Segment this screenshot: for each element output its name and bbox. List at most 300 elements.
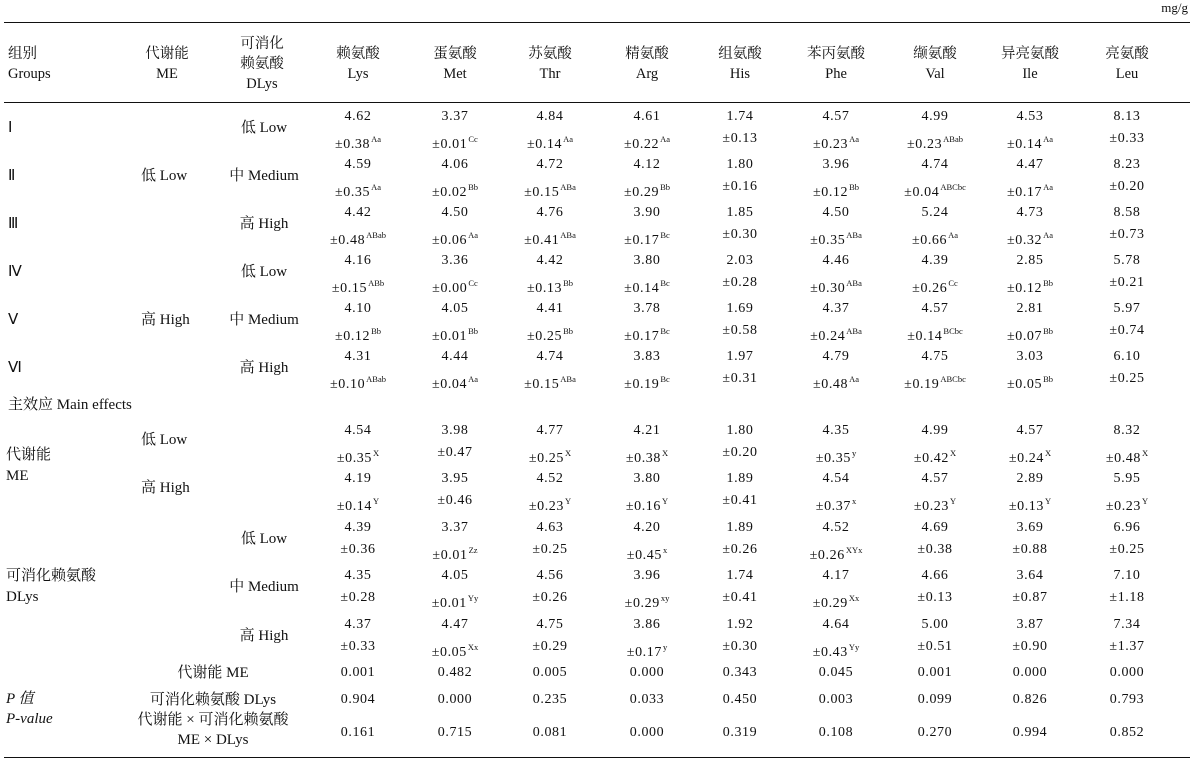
cell-significance: XYx [845, 545, 863, 555]
cell-significance: Aa [660, 134, 671, 144]
cell-mean: 4.56 [536, 568, 564, 583]
cell-mean: 4.99 [921, 423, 949, 438]
table-cell [597, 106, 697, 156]
cell-mean: 4.44 [441, 349, 469, 364]
cell-mean: 4.20 [633, 520, 661, 535]
cell-mean: 4.06 [441, 157, 469, 172]
cell-sd: ±0.13 [722, 131, 758, 146]
cell-sd: ±0.26 [532, 590, 568, 605]
table-cell [885, 565, 985, 609]
table-cell [500, 468, 600, 518]
table-cell [786, 614, 886, 664]
table-cell [1077, 517, 1177, 561]
main-dlys-label [6, 566, 96, 608]
cell-sd: ±0.13 [917, 590, 953, 605]
cell-significance: Aa [563, 134, 574, 144]
table-cell [500, 420, 600, 470]
cell-mean: 4.73 [1016, 205, 1044, 220]
column-header-cn: 赖氨酸 [336, 46, 380, 62]
table-cell [690, 346, 790, 390]
pvalue-row-label [128, 663, 298, 683]
group-id: Ⅵ [8, 360, 22, 376]
cell-significance: Aa [468, 230, 479, 240]
cell-significance: Bb [563, 278, 574, 288]
cell-sd: $\pm 0.23^{ABab}$ [906, 134, 964, 152]
cell-significance: Aa [371, 182, 382, 192]
table-cell [690, 106, 790, 150]
table-cell [405, 517, 505, 567]
pvalue-cell: 0.000 [437, 692, 473, 707]
cell-sd: $\pm 0.23^{Aa}$ [812, 134, 860, 152]
table-cell [597, 517, 697, 567]
table-cell [405, 298, 505, 348]
cell-sd: $\pm 0.01^{Yy}$ [431, 593, 479, 611]
cell-mean: 4.05 [441, 568, 469, 583]
cell-sd: $\pm 0.25^{Bb}$ [526, 326, 574, 344]
cell-mean: 4.57 [921, 471, 949, 486]
cell-significance: Bb [849, 182, 860, 192]
table-cell [690, 517, 790, 561]
cell-sd: $\pm 0.23^Y$ [913, 496, 957, 514]
cell-significance: Y [565, 496, 572, 506]
table-cell [786, 154, 886, 204]
top-rule [4, 22, 1190, 23]
cell-mean: 5.00 [921, 617, 949, 632]
table-cell [980, 106, 1080, 156]
cell-mean: 3.87 [1016, 617, 1044, 632]
group-id: Ⅳ [8, 264, 22, 280]
table-cell [1077, 298, 1177, 342]
cell-mean: 5.95 [1113, 471, 1141, 486]
header-group-cn: 组别 [8, 46, 37, 62]
header-dlys-cn2: 赖氨酸 [240, 56, 284, 72]
table-cell [690, 565, 790, 609]
cell-significance: xy [660, 593, 670, 603]
cell-sd: $\pm 0.17^{Bc}$ [624, 230, 670, 248]
cell-mean: 3.86 [633, 617, 661, 632]
table-cell [980, 154, 1080, 204]
cell-mean: 4.74 [536, 349, 564, 364]
table-cell [690, 154, 790, 198]
cell-sd: $\pm 0.22^{Aa}$ [623, 134, 671, 152]
table-cell [786, 346, 886, 396]
table-cell [1077, 565, 1177, 609]
cell-mean: 6.10 [1113, 349, 1141, 364]
table-cell [1077, 420, 1177, 470]
header-me [140, 44, 194, 84]
table-cell [690, 614, 790, 658]
cell-sd: $\pm 0.48^{ABab}$ [329, 230, 387, 248]
header-me-en: ME [156, 66, 178, 82]
cell-sd: ±0.33 [1109, 131, 1145, 146]
cell-sd: $\pm 0.38^{Aa}$ [334, 134, 382, 152]
cell-sd: $\pm 0.15^{ABb}$ [331, 278, 385, 296]
table-cell [308, 517, 408, 561]
cell-mean: 5.78 [1113, 253, 1141, 268]
cell-mean: 4.05 [441, 301, 469, 316]
cell-sd: $\pm 0.48^{Aa}$ [812, 374, 860, 392]
cell-mean: 4.75 [921, 349, 949, 364]
cell-significance: ABb [368, 278, 385, 288]
table-cell [500, 565, 600, 609]
table-cell [980, 202, 1080, 252]
cell-mean: 1.74 [726, 568, 754, 583]
cell-sd: ±0.51 [917, 639, 953, 654]
column-header-en: Ile [1022, 66, 1038, 82]
cell-significance: Bb [1043, 278, 1054, 288]
cell-sd: ±0.28 [722, 275, 758, 290]
cell-sd: ±1.37 [1109, 639, 1145, 654]
cell-sd: $\pm 0.14^{Aa}$ [526, 134, 574, 152]
cell-mean: 1.80 [726, 423, 754, 438]
column-header-cn: 异亮氨酸 [1001, 46, 1059, 62]
cell-significance: Y [950, 496, 957, 506]
table-cell [1077, 346, 1177, 390]
table-cell [1077, 154, 1177, 198]
me-low-label: 低 Low [141, 168, 188, 184]
cell-significance: Bc [660, 374, 670, 384]
cell-significance: X [565, 448, 572, 458]
cell-significance: Bb [371, 326, 382, 336]
table-cell [500, 202, 600, 252]
column-header [597, 44, 697, 84]
cell-mean: 4.10 [344, 301, 372, 316]
cell-mean: 7.10 [1113, 568, 1141, 583]
table-cell [405, 346, 505, 396]
table-cell [597, 250, 697, 300]
cell-mean: 8.23 [1113, 157, 1141, 172]
pvalue-cell: 0.161 [340, 725, 376, 740]
cell-significance: Bb [660, 182, 671, 192]
cell-mean: 4.37 [822, 301, 850, 316]
cell-sd: $\pm 0.16^Y$ [625, 496, 669, 514]
cell-mean: 4.69 [921, 520, 949, 535]
cell-mean: 1.92 [726, 617, 754, 632]
main-dlys-label-en: DLys [6, 589, 39, 605]
cell-significance: Aa [948, 230, 959, 240]
cell-mean: 4.31 [344, 349, 372, 364]
table-cell [405, 250, 505, 300]
cell-mean: 3.98 [441, 423, 469, 438]
cell-sd: $\pm 0.48^X$ [1105, 448, 1149, 466]
column-header [786, 44, 886, 84]
cell-significance: Bc [660, 326, 670, 336]
cell-sd: $\pm 0.10^{ABab}$ [329, 374, 387, 392]
table-cell [405, 154, 505, 204]
cell-significance: Y [1142, 496, 1149, 506]
cell-mean: 4.35 [822, 423, 850, 438]
main-effects-label: 主效应 Main effects [8, 397, 132, 413]
cell-mean: 1.80 [726, 157, 754, 172]
cell-mean: 3.03 [1016, 349, 1044, 364]
table-cell [500, 154, 600, 204]
cell-sd: $\pm 0.12^{Bb}$ [1006, 278, 1054, 296]
cell-significance: Yy [467, 593, 479, 603]
cell-sd: $\pm 0.23^Y$ [1105, 496, 1149, 514]
group-dlys-level: 高 High [239, 360, 289, 376]
table-cell [786, 250, 886, 300]
header-dlys-cn1: 可消化 [240, 36, 284, 52]
table-cell [308, 250, 408, 300]
cell-significance: ABa [846, 326, 862, 336]
cell-mean: 2.81 [1016, 301, 1044, 316]
cell-significance: ABab [366, 374, 387, 384]
pvalue-cell: 0.343 [722, 665, 758, 680]
cell-significance: Cc [468, 134, 478, 144]
unit-label: mg/g [1161, 0, 1188, 15]
table-cell [885, 154, 985, 204]
cell-sd: $\pm 0.19^{Bc}$ [624, 374, 670, 392]
cell-significance: Y [373, 496, 380, 506]
cell-mean: 4.53 [1016, 109, 1044, 124]
cell-mean: 4.50 [441, 205, 469, 220]
table-cell [786, 565, 886, 615]
cell-significance: Yy [848, 642, 860, 652]
header-group-en: Groups [8, 66, 51, 82]
table-cell [597, 298, 697, 348]
cell-mean: 8.58 [1113, 205, 1141, 220]
cell-sd: $\pm 0.07^{Bb}$ [1006, 326, 1054, 344]
table-cell [786, 420, 886, 470]
cell-sd: ±0.26 [722, 542, 758, 557]
column-header-cn: 苏氨酸 [528, 46, 572, 62]
cell-sd: ±0.25 [1109, 542, 1145, 557]
column-header [405, 44, 505, 84]
table-cell [786, 298, 886, 348]
table-cell [405, 202, 505, 252]
pvalue-row-label-line: ME × DLys [177, 732, 249, 748]
table-cell [980, 346, 1080, 396]
cell-sd: ±0.87 [1012, 590, 1048, 605]
cell-mean: 3.80 [633, 471, 661, 486]
cell-significance: Aa [468, 374, 479, 384]
cell-sd: $\pm 0.35^y$ [815, 448, 857, 466]
column-header-en: Leu [1115, 66, 1139, 82]
main-me-label [6, 445, 51, 487]
cell-mean: 3.83 [633, 349, 661, 364]
cell-mean: 4.39 [921, 253, 949, 268]
cell-sd: ±0.20 [722, 445, 758, 460]
pvalue-row-label [128, 710, 298, 750]
cell-sd: $\pm 0.00^{Cc}$ [432, 278, 478, 296]
pvalue-cell: 0.001 [340, 665, 376, 680]
cell-mean: 3.78 [633, 301, 661, 316]
column-header-en: His [729, 66, 751, 82]
cell-significance: Aa [1043, 230, 1054, 240]
header-me-cn: 代谢能 [145, 46, 189, 62]
cell-sd: ±0.73 [1109, 227, 1145, 242]
cell-significance: Bc [660, 278, 670, 288]
table-cell [885, 614, 985, 658]
cell-mean: 4.52 [822, 520, 850, 535]
column-header [1077, 44, 1177, 84]
table-cell [405, 614, 505, 664]
column-header [500, 44, 600, 84]
group-dlys-level: 高 High [239, 216, 289, 232]
cell-significance: X [1045, 448, 1052, 458]
cell-sd: $\pm 0.14^{Aa}$ [1006, 134, 1054, 152]
cell-mean: 4.16 [344, 253, 372, 268]
cell-significance: Y [662, 496, 669, 506]
table-cell [308, 565, 408, 609]
table-cell [308, 468, 408, 518]
table-cell [308, 346, 408, 396]
cell-sd: $\pm 0.43^{Yy}$ [812, 642, 860, 660]
pvalue-row-label-line: 代谢能 ME [177, 665, 249, 681]
cell-mean: 1.97 [726, 349, 754, 364]
header-dlys [232, 34, 292, 94]
table-cell [405, 420, 505, 464]
pvalue-cell: 0.000 [1109, 665, 1145, 680]
column-header-cn: 蛋氨酸 [433, 46, 477, 62]
table-cell [786, 106, 886, 156]
cell-mean: 3.37 [441, 520, 469, 535]
cell-sd: ±0.90 [1012, 639, 1048, 654]
cell-sd: $\pm 0.13^Y$ [1008, 496, 1052, 514]
cell-sd: $\pm 0.66^{Aa}$ [911, 230, 959, 248]
cell-mean: 4.19 [344, 471, 372, 486]
cell-significance: ABab [943, 134, 964, 144]
cell-mean: 4.46 [822, 253, 850, 268]
cell-sd: $\pm 0.24^X$ [1008, 448, 1052, 466]
cell-significance: ABa [560, 230, 576, 240]
group-dlys-level: 低 Low [240, 120, 288, 136]
cell-sd: $\pm 0.26^{XYx}$ [809, 545, 863, 563]
cell-sd: $\pm 0.12^{Bb}$ [334, 326, 382, 344]
cell-mean: 4.21 [633, 423, 661, 438]
table-cell [500, 298, 600, 348]
cell-mean: 4.54 [344, 423, 372, 438]
pvalue-cell: 0.715 [437, 725, 473, 740]
cell-mean: 3.90 [633, 205, 661, 220]
pvalue-cell: 0.001 [917, 665, 953, 680]
group-id: Ⅴ [8, 312, 19, 328]
cell-significance: Cc [948, 278, 958, 288]
main-dlys-level: 低 Low [240, 531, 288, 547]
table-cell [1077, 614, 1177, 658]
cell-mean: 4.76 [536, 205, 564, 220]
cell-mean: 3.96 [822, 157, 850, 172]
cell-significance: Zz [468, 545, 478, 555]
table-cell [885, 517, 985, 561]
group-id: Ⅱ [8, 168, 16, 184]
cell-sd: $\pm 0.26^{Cc}$ [912, 278, 958, 296]
pvalue-row-label-line: 可消化赖氨酸 DLys [149, 692, 277, 708]
cell-mean: 4.99 [921, 109, 949, 124]
pvalue-cell: 0.033 [629, 692, 665, 707]
table-cell [786, 202, 886, 252]
table-cell [690, 202, 790, 246]
cell-significance: Aa [849, 134, 860, 144]
cell-sd: $\pm 0.29^{Xx}$ [812, 593, 860, 611]
table-cell [405, 468, 505, 512]
pvalue-cell: 0.450 [722, 692, 758, 707]
main-dlys-level: 中 Medium [229, 579, 299, 595]
cell-significance: Xx [848, 593, 860, 603]
cell-mean: 4.52 [536, 471, 564, 486]
cell-significance: ABa [560, 374, 576, 384]
cell-sd: $\pm 0.37^x$ [815, 496, 857, 514]
cell-mean: 4.54 [822, 471, 850, 486]
cell-mean: 3.37 [441, 109, 469, 124]
table-cell [1077, 468, 1177, 518]
table-cell [786, 517, 886, 567]
pvalue-cell: 0.319 [722, 725, 758, 740]
table-cell [1077, 202, 1177, 246]
table-cell [786, 468, 886, 518]
cell-mean: 4.35 [344, 568, 372, 583]
table-cell [980, 565, 1080, 609]
column-header-cn: 亮氨酸 [1105, 46, 1149, 62]
main-dlys-level: 高 High [239, 628, 289, 644]
cell-mean: 4.42 [344, 205, 372, 220]
table-cell [597, 565, 697, 615]
pvalue-cell: 0.108 [818, 725, 854, 740]
cell-significance: Bb [468, 182, 479, 192]
pvalue-cell: 0.826 [1012, 692, 1048, 707]
table-cell [885, 468, 985, 518]
table-cell [980, 517, 1080, 561]
table-cell [597, 346, 697, 396]
bottom-rule [4, 757, 1190, 758]
table-cell [308, 154, 408, 204]
cell-mean: 4.47 [441, 617, 469, 632]
cell-mean: 1.74 [726, 109, 754, 124]
cell-mean: 5.97 [1113, 301, 1141, 316]
cell-significance: ABa [846, 278, 862, 288]
table-cell [308, 202, 408, 252]
cell-sd: $\pm 0.01^{Cc}$ [432, 134, 478, 152]
table-cell [885, 298, 985, 348]
cell-mean: 4.42 [536, 253, 564, 268]
cell-mean: 4.37 [344, 617, 372, 632]
cell-mean: 4.57 [822, 109, 850, 124]
column-header [308, 44, 408, 84]
cell-mean: 2.03 [726, 253, 754, 268]
cell-mean: 3.96 [633, 568, 661, 583]
cell-significance: ABa [846, 230, 862, 240]
cell-mean: 4.77 [536, 423, 564, 438]
pvalue-cell: 0.270 [917, 725, 953, 740]
table-cell [308, 106, 408, 156]
cell-sd: $\pm 0.30^{ABa}$ [810, 278, 862, 296]
cell-sd: ±0.30 [722, 227, 758, 242]
main-me-low: 低 Low [141, 432, 188, 448]
column-header [980, 44, 1080, 84]
cell-mean: 4.63 [536, 520, 564, 535]
cell-sd: ±0.36 [340, 542, 376, 557]
table-cell [1077, 250, 1177, 294]
cell-mean: 2.89 [1016, 471, 1044, 486]
table-cell [690, 250, 790, 294]
cell-sd: ±0.74 [1109, 323, 1145, 338]
cell-significance: y [851, 448, 857, 458]
cell-sd: $\pm 0.15^{ABa}$ [524, 374, 576, 392]
group-dlys-level: 中 Medium [229, 312, 299, 328]
column-header-cn: 苯丙氨酸 [807, 46, 865, 62]
pvalue-cell: 0.000 [629, 725, 665, 740]
column-header [690, 44, 790, 84]
table-cell [308, 614, 408, 658]
me-high-label: 高 High [141, 312, 190, 328]
table-cell [308, 420, 408, 470]
cell-sd: ±1.18 [1109, 590, 1145, 605]
table-cell [980, 468, 1080, 518]
cell-sd: ±0.21 [1109, 275, 1145, 290]
cell-sd: ±0.46 [437, 493, 473, 508]
cell-sd: $\pm 0.17^{Bc}$ [624, 326, 670, 344]
cell-significance: Aa [1043, 182, 1054, 192]
